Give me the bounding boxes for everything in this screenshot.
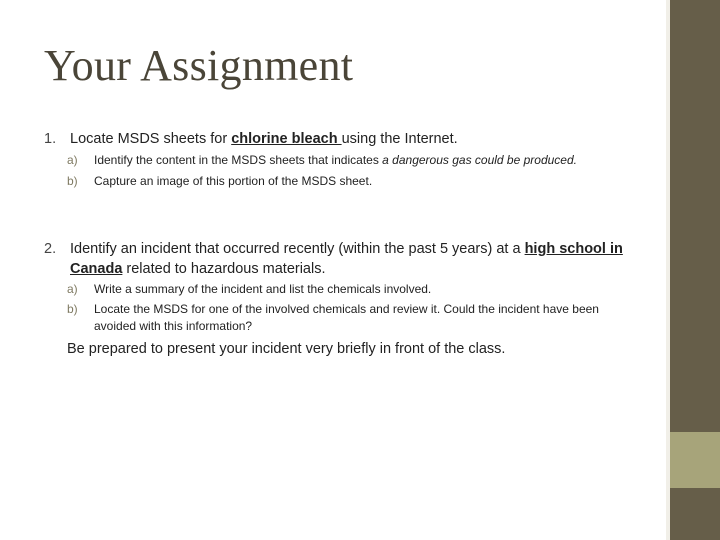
slide-side-accent [670, 432, 720, 488]
subitem-2a-text: Write a summary of the incident and list the chemicals involved. [94, 282, 432, 296]
subitem-2a-letter: a) [67, 282, 78, 296]
list-item-2-text [70, 239, 639, 279]
list-item-2-number: 2. [44, 241, 57, 257]
subitem-1a-text-italic: a dangerous gas could be produced. [382, 153, 577, 167]
presentation-note: Be prepared to present your incident very briefly in front of the class. [67, 341, 506, 357]
subitem-1a-text-normal: Identify the content in the MSDS sheets that indicates [94, 153, 383, 167]
list-item-1-number: 1. [44, 131, 57, 147]
list-item-1-text-before: Locate MSDS sheets for [70, 131, 232, 147]
list-item-1 [44, 129, 644, 149]
subitem-2a [67, 281, 627, 298]
list-item-2 [44, 239, 639, 279]
subitem-1a-letter: a) [67, 153, 78, 167]
subitem-2b-letter: b) [67, 302, 78, 316]
list-item-2-text-before: Identify an incident that occurred recently (within the past 5 years) at a [70, 241, 525, 257]
subitem-1b-letter: b) [67, 174, 78, 188]
subitem-2b-text: Locate the MSDS for one of the involved chemicals and review it. Could the incident have been avoided with this information? [94, 302, 599, 333]
subitem-1b [67, 173, 627, 190]
high-school-in-canada-link: high school in Canada [70, 241, 623, 277]
slide-title: Your Assignment [44, 41, 354, 90]
subitem-1b-text: Capture an image of this portion of the MSDS sheet. [94, 174, 373, 188]
subitem-1a-text [94, 152, 627, 169]
subitem-2b [67, 301, 607, 335]
list-item-1-text [70, 129, 644, 149]
list-item-1-text-after: using the Internet. [341, 131, 458, 147]
list-item-2-text-after: related to hazardous materials. [122, 261, 326, 277]
chlorine-bleach-link: chlorine bleach [231, 131, 342, 147]
subitem-1a [67, 152, 627, 169]
